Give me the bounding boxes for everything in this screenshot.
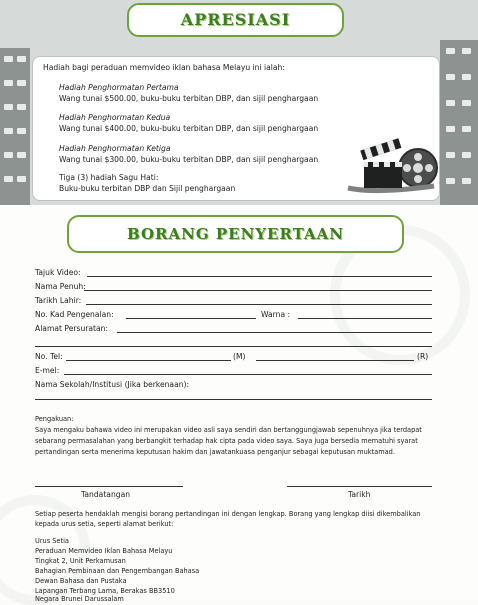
declaration-line: sebarang permasalahan yang berbangkit terhadap hak cipta pada video saya. Saya juga bersedia mematuhi syarat — [35, 437, 418, 445]
phone-label: No. Tel: — [35, 352, 63, 361]
declaration-line: pertandingan serta menerima keputusan hakim dan jawatankuasa penganjur sebagai keputusan muktamad. — [35, 448, 395, 456]
prize-desc: Wang tunai $300.00, buku-buku terbitan DBP, dan sijil penghargaan — [59, 155, 319, 164]
prize-title: Hadiah Penghormatan Kedua — [59, 113, 171, 122]
ic-colour-label: Warna : — [261, 310, 291, 319]
prize-title: Tiga (3) hadiah Sagu Hati: — [59, 173, 159, 182]
prize-first — [59, 82, 318, 104]
ic-number-field[interactable] — [126, 318, 256, 319]
form-title: BORANG PENYERTAAN — [127, 225, 344, 243]
prize-second — [59, 112, 318, 134]
film-reel-icon — [399, 149, 437, 187]
phone-m-label: (M) — [233, 352, 246, 361]
declaration-heading: Pengakuan: — [35, 415, 74, 423]
school-field[interactable] — [35, 399, 432, 400]
address-line: Bahagian Pembinaan dan Pengembangan Bahasa — [35, 567, 200, 575]
birth-date-label: Tarikh Lahir: — [35, 296, 82, 305]
form-title-pill — [67, 215, 404, 253]
full-name-field[interactable] — [84, 290, 432, 291]
film-strip-left — [0, 48, 30, 205]
signature-field[interactable] — [35, 486, 183, 487]
video-title-field[interactable] — [87, 276, 432, 277]
address-label: Alamat Persuratan: — [35, 324, 109, 333]
page-title-apresiasi — [127, 3, 344, 37]
email-label: E-mel: — [35, 366, 60, 375]
address-line: Urus Setia — [35, 537, 69, 545]
phone-home-field[interactable] — [256, 360, 414, 361]
prize-consolation — [59, 172, 235, 194]
address-line: Negara Brunei Darussalam — [35, 595, 124, 603]
address-field-line2[interactable] — [35, 346, 432, 347]
apresiasi-title-text: APRESIASI — [180, 10, 291, 29]
email-field[interactable] — [64, 374, 432, 375]
declaration-line: Saya mengaku bahawa video ini merupakan video asli saya sendiri dan bertanggungjawab sepenuhnya jika terdapat — [35, 426, 422, 434]
prize-intro: Hadiah bagi peraduan memvideo iklan bahasa Melayu ini ialah: — [43, 63, 285, 72]
phone-r-label: (R) — [417, 352, 429, 361]
ic-number-label: No. Kad Pengenalan: — [35, 310, 114, 319]
birth-date-field[interactable] — [86, 304, 432, 305]
entry-form-section — [0, 205, 478, 600]
school-label: Nama Sekolah/Institusi (Jika berkenaan): — [35, 380, 190, 389]
address-line: Dewan Bahasa dan Pustaka — [35, 577, 127, 585]
film-strip-right — [440, 40, 478, 205]
prize-desc: Wang tunai $400.00, buku-buku terbitan DBP, dan sijil penghargaan — [59, 124, 319, 133]
date-field[interactable] — [287, 486, 432, 487]
prize-desc: Buku-buku terbitan DBP dan Sijil penghargaan — [59, 184, 236, 193]
instruction-line: kepada urus setia, seperti alamat berikut: — [35, 520, 174, 528]
phone-mobile-field[interactable] — [66, 360, 231, 361]
address-field-line1[interactable] — [117, 332, 432, 333]
date-label: Tarikh — [348, 490, 371, 499]
address-line: Lapangan Terbang Lama, Berakas BB3510 — [35, 587, 175, 595]
prize-title: Hadiah Penghormatan Pertama — [59, 83, 179, 92]
prize-desc: Wang tunai $500.00, buku-buku terbitan DBP, dan sijil penghargaan — [59, 94, 319, 103]
signature-label: Tandatangan — [81, 490, 131, 499]
full-name-label: Nama Penuh: — [35, 282, 86, 291]
instruction-line: Setiap peserta hendaklah mengisi borang pertandingan ini dengan lengkap. Borang yang lengkap diisi dikembalikan — [35, 510, 421, 518]
film-clapper-icon — [346, 138, 441, 196]
address-line: Tingkat 2, Unit Perkamusan — [35, 557, 126, 565]
prize-section — [0, 0, 478, 205]
video-title-label: Tajuk Video: — [35, 268, 81, 277]
prize-third — [59, 143, 318, 165]
address-line: Peraduan Memvideo Iklan Bahasa Melayu — [35, 547, 173, 555]
ic-colour-field[interactable] — [298, 318, 432, 319]
prize-title: Hadiah Penghormatan Ketiga — [59, 144, 171, 153]
